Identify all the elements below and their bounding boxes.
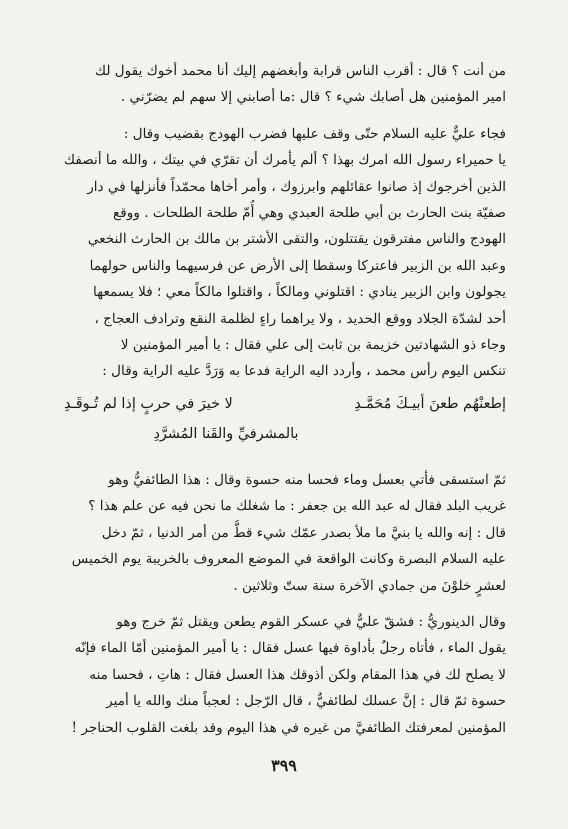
paragraph-3 — [56, 467, 506, 599]
page-number: ٣٩٩ — [271, 756, 297, 775]
text-line: قال : إنه والله يا بنيَّ ما ملأ بصدر عمّك شيء قطُّ من أمر الدنيا ، ثمّ دخل — [101, 524, 506, 541]
text-line: الهودج والناس مفترقون يقتتلون، والتقى الأشتر بن مالك بن الحارث النخعي — [87, 231, 506, 248]
text-line: لعشرٍ خلوْنَ من جمادي الآخرة سنة ستّ وثلاثين . — [233, 577, 506, 594]
verse-line-1 — [56, 389, 506, 419]
paragraph-1 — [56, 58, 506, 111]
verse-hemistich-1: إطعنْهُم طعنَ أبيـكَ مُحَمَّـدِ — [354, 395, 506, 412]
text-line: ثمّ استسقى فأتي بعسل وماء فحسا منه حسوة وقال : هذا الطائفيُّ وهو — [108, 471, 506, 488]
verse-hemistich-2: لا خيرَ في حربٍ إذا لم تُـوقَـدِ — [64, 395, 233, 412]
text-line: الذين أخرجوك إذ صانوا عقائلهم وابرزوك ، وأمر أخاها محمّداً فأنزلها في دار — [87, 178, 506, 195]
text-line: لا يصلح لك في هذا المقام ولكن أذوقك هذا العسل فقال : هاتِ ، فحسا منه — [89, 666, 506, 683]
text-line: يا حميراء رسول الله امرك بهذا ؟ ألم يأمرك أن تقرّي في بيتك ، والله ما أنصفك — [63, 152, 506, 169]
paragraph-4 — [56, 609, 506, 741]
text-line: حسوة ثمّ قال : إنَّ عسلك لطائفيٌّ ، قال الرّجل : لعجباً منك والله يا أمير — [106, 693, 506, 710]
text-line: يقول الماء ، فأتاه رجلٌ بأداوة فيها عسل فقال : يا أمير المؤمنين أمّا الماء فإنّه — [74, 640, 506, 657]
paragraph-2 — [56, 121, 506, 385]
text-line: صفيّة بنت الحارث بن أبي طلحة العبدي وهي أُمّ طلحة الطلحات . ووقع — [113, 205, 506, 222]
text-line: أحد لشدّة الجلاد ووقع الحديد ، ولا يراهما راءٍ لظلمة النقع وترادف العجاج ، — [94, 310, 506, 327]
verse-line-2: بالمشرفيِّ والقَنا المُشرَّدِ — [153, 425, 299, 442]
text-line: وقال الدينوريُّ : فشقّ عليٌّ في عسكر القوم يطعن ويقتل ثمّ خرج وهو — [116, 613, 506, 630]
text-line: فجاء عليٌّ عليه السلام حتّى وقف عليها فضرب الهودج بقضيب وقال : — [123, 125, 506, 142]
text-line: يجولون وابن الزبير ينادي : اقتلوني ومالكاً ، واقتلوا مالكاً معي ؛ فلا يسمعها — [93, 284, 506, 301]
text-line: وجاء ذو الشهادتين خزيمة بن ثابت إلى علي فقال : يا أمير المؤمنين لا — [120, 337, 506, 354]
text-line: وعبد الله بن الزبير فاعتركا وسقطا إلى الأرض عن فرسيهما والناس حولهما — [89, 257, 506, 274]
text-line: المؤمنين لمعرفتك الطائفيَّ من غيره في هذا اليوم وقد بلغت القلوب الحناجر ! — [71, 719, 506, 736]
text-line: من أنت ؟ قال : أقرب الناس قرابة وأبغضهم إليك أنا محمد أخوك يقول لك — [94, 63, 506, 79]
text-line: امير المؤمنين هل أصابك شيء ؟ قال :ما أصابني إلا سهم لم يضرّني . — [120, 89, 506, 106]
text-line: عليه السلام البصرة وكانت الواقعة في الموضع المعروف بالخريبة يوم الخميس — [71, 551, 506, 568]
text-line: تنكس اليوم رأس محمد ، وأردد اليه الراية فدعا به وَرَدَّ عليه الراية وقال : — [102, 363, 506, 380]
text-line: غريب البلد فقال له عبد الله بن جعفر : ما شغلك ما نحن فيه عن علم هذا ؟ — [88, 498, 506, 515]
